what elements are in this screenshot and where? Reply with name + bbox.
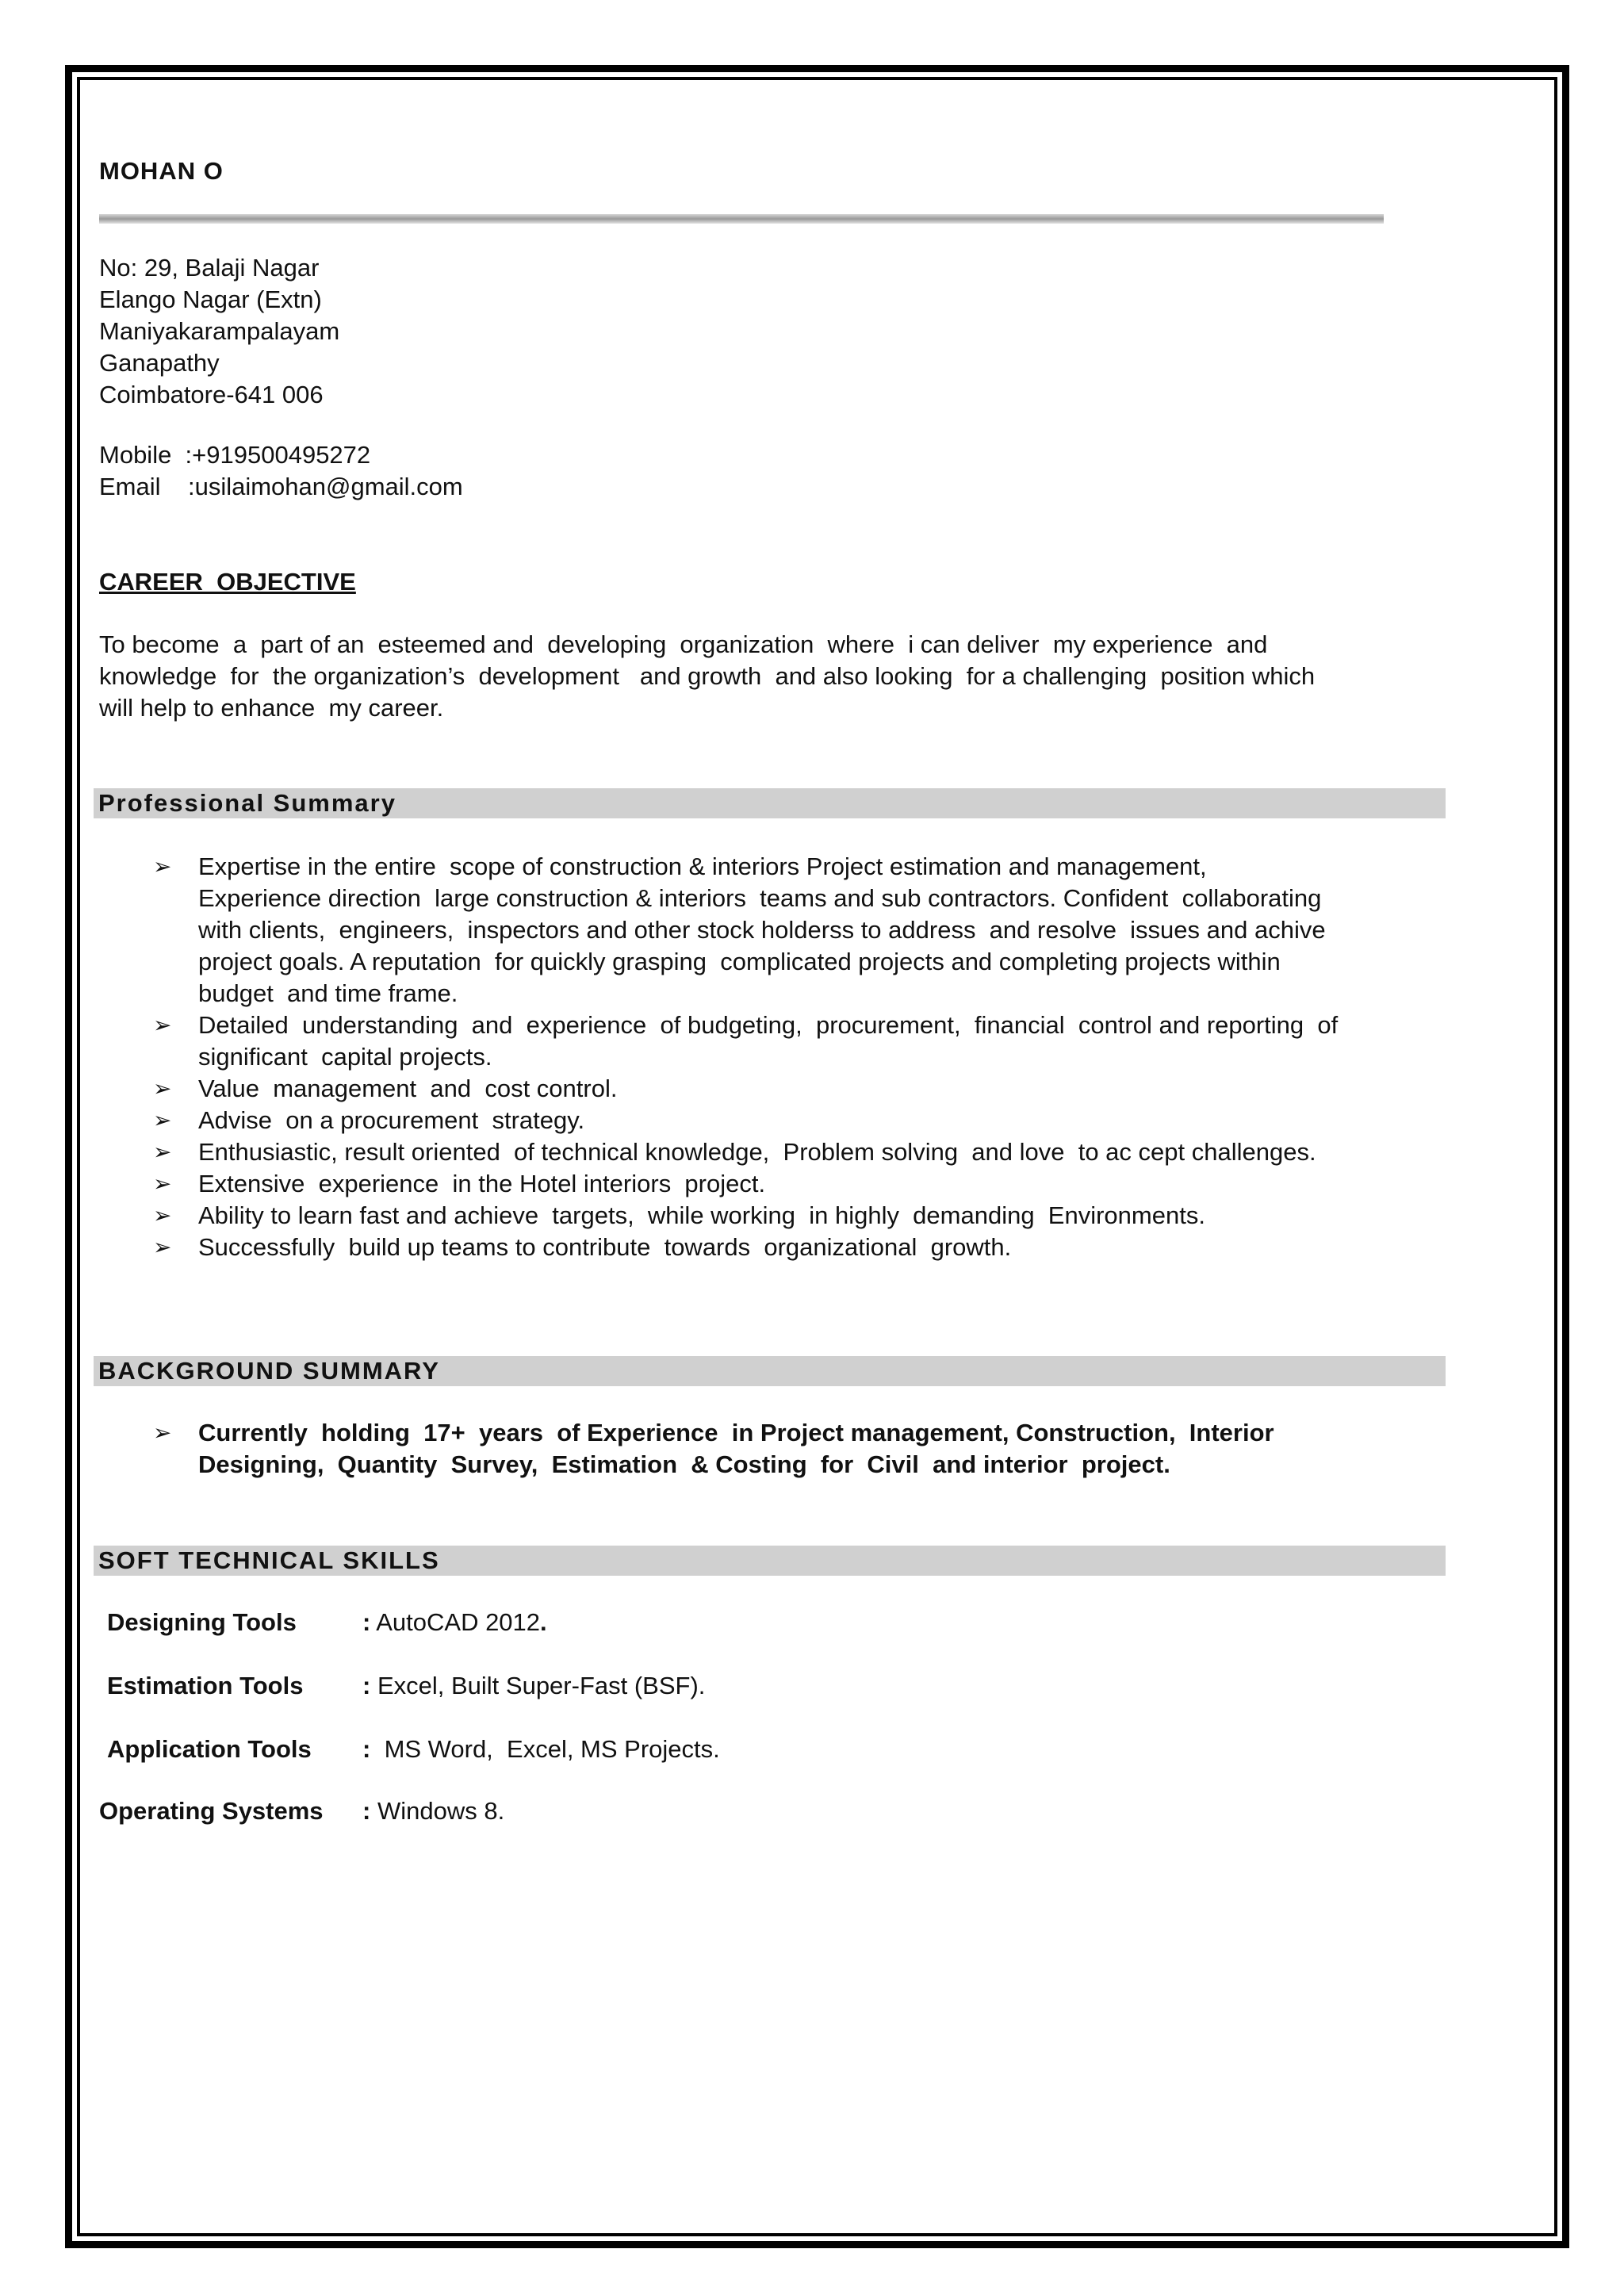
address-line: Maniyakarampalayam xyxy=(99,317,340,345)
skill-suffix: . xyxy=(540,1608,547,1636)
skill-value: Windows 8. xyxy=(377,1797,505,1825)
objective-line: To become a part of an esteemed and developing organization where i can deliver my experience and xyxy=(99,630,1268,658)
bullet-text-line: project goals. A reputation for quickly grasping complicated projects and completing projects within xyxy=(198,948,1281,975)
bullet-item xyxy=(147,1232,1447,1263)
candidate-name: MOHAN O xyxy=(99,157,224,185)
bullet-arrow-icon: ➢ xyxy=(153,1203,172,1228)
bullet-text-line: Currently holding 17+ years of Experience in Project management, Construction, Interior xyxy=(198,1419,1274,1446)
bullet-text-line: Experience direction large construction & interiors teams and sub contractors. Confident collaborating xyxy=(198,884,1322,912)
skill-row-designing xyxy=(107,1607,547,1638)
bullet-text-line: Ability to learn fast and achieve targets, while working in highly demanding Environments. xyxy=(198,1201,1205,1229)
bullet-text-line: budget and time frame. xyxy=(198,979,458,1007)
bullet-item xyxy=(147,1105,1447,1136)
skill-separator: : xyxy=(362,1608,371,1636)
skills-heading: SOFT TECHNICAL SKILLS xyxy=(94,1546,1446,1576)
address-line: Ganapathy xyxy=(99,349,220,377)
bullet-arrow-icon: ➢ xyxy=(153,1140,172,1164)
objective-line: will help to enhance my career. xyxy=(99,694,444,722)
bullet-item xyxy=(147,1010,1447,1073)
skill-label: Application Tools xyxy=(107,1735,312,1763)
bullet-text-line: Successfully build up teams to contribute towards organizational growth. xyxy=(198,1233,1012,1261)
background-summary-list xyxy=(147,1417,1447,1481)
address-line: Coimbatore-641 006 xyxy=(99,381,324,408)
skill-row-application xyxy=(107,1734,720,1765)
mobile-number: Mobile :+919500495272 xyxy=(99,441,371,469)
professional-summary-heading: Professional Summary xyxy=(94,788,1446,818)
bullet-text-line: Designing, Quantity Survey, Estimation & Costing for Civil and interior project. xyxy=(198,1450,1170,1478)
professional-summary-list xyxy=(147,851,1447,1263)
background-summary-heading: BACKGROUND SUMMARY xyxy=(94,1356,1446,1386)
email-address: Email :usilaimohan@gmail.com xyxy=(99,473,463,500)
skill-value: MS Word, Excel, MS Projects. xyxy=(377,1735,720,1763)
bullet-arrow-icon: ➢ xyxy=(153,1171,172,1196)
bullet-text-line: Advise on a procurement strategy. xyxy=(198,1106,585,1134)
bullet-arrow-icon: ➢ xyxy=(153,854,172,879)
skill-separator: : xyxy=(362,1735,371,1763)
objective-line: knowledge for the organization’s development and growth and also looking for a challenging position which xyxy=(99,662,1316,690)
bullet-item xyxy=(147,1136,1447,1168)
address-line: Elango Nagar (Extn) xyxy=(99,285,322,313)
bullet-text-line: Expertise in the entire scope of construction & interiors Project estimation and management, xyxy=(198,852,1207,880)
bullet-text-line: Extensive experience in the Hotel interiors project. xyxy=(198,1170,766,1197)
skill-separator: : xyxy=(362,1672,371,1699)
career-objective-text xyxy=(99,629,1408,724)
bullet-item xyxy=(147,1417,1447,1481)
skill-value: AutoCAD 2012 xyxy=(376,1608,541,1636)
bullet-arrow-icon: ➢ xyxy=(153,1013,172,1037)
address-line: No: 29, Balaji Nagar xyxy=(99,254,320,282)
bullet-item xyxy=(147,1168,1447,1200)
skill-label: Operating Systems xyxy=(99,1797,324,1825)
bullet-text-line: Value management and cost control. xyxy=(198,1075,618,1102)
bullet-item xyxy=(147,1200,1447,1232)
skill-label: Estimation Tools xyxy=(107,1672,304,1699)
bullet-text-line: with clients, engineers, inspectors and other stock holderss to address and resolve issues and achive xyxy=(198,916,1326,944)
bullet-item xyxy=(147,851,1447,1010)
bullet-arrow-icon: ➢ xyxy=(153,1235,172,1259)
skill-row-operating-systems xyxy=(99,1795,504,1827)
skill-value: Excel, Built Super-Fast (BSF). xyxy=(377,1672,706,1699)
career-objective-heading: CAREER OBJECTIVE xyxy=(99,568,356,596)
bullet-text-line: Detailed understanding and experience of budgeting, procurement, financial control and reporting of xyxy=(198,1011,1339,1039)
skill-label: Designing Tools xyxy=(107,1608,297,1636)
skill-row-estimation xyxy=(107,1670,705,1702)
skill-separator: : xyxy=(362,1797,371,1825)
bullet-arrow-icon: ➢ xyxy=(153,1420,172,1445)
bullet-text-line: significant capital projects. xyxy=(198,1043,492,1071)
address-block xyxy=(99,252,339,411)
bullet-text-line: Enthusiastic, result oriented of technical knowledge, Problem solving and love to ac cept challenges. xyxy=(198,1138,1316,1166)
header-divider xyxy=(99,214,1384,224)
bullet-item xyxy=(147,1073,1447,1105)
bullet-arrow-icon: ➢ xyxy=(153,1076,172,1101)
contact-block xyxy=(99,439,463,503)
bullet-arrow-icon: ➢ xyxy=(153,1108,172,1132)
